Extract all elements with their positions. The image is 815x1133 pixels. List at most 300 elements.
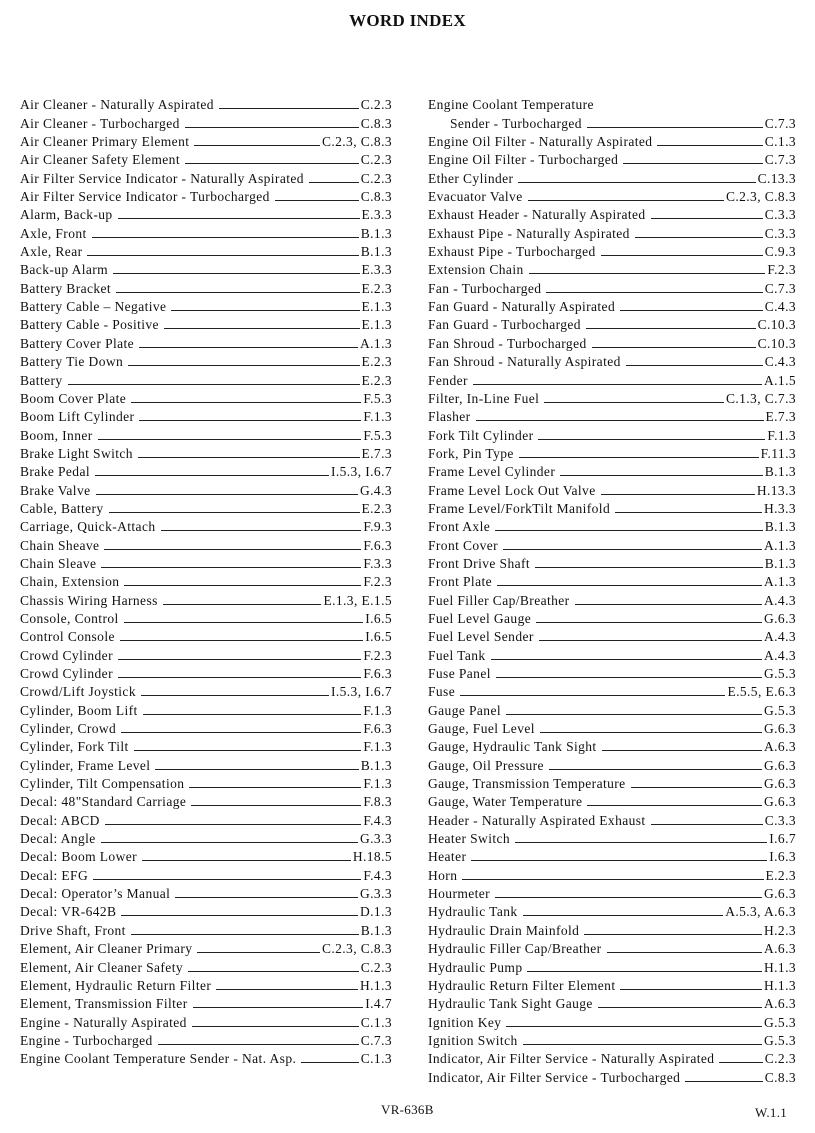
index-term: Hydraulic Return Filter Element [428,977,616,993]
index-term: Console, Control [20,610,119,626]
page-reference: C.1.3, C.7.3 [725,390,796,406]
leader-line [124,622,364,623]
index-entry [428,627,796,645]
leader-line [497,585,762,586]
index-entry [428,333,796,351]
leader-line [503,549,762,550]
page-reference: B.1.3 [764,555,796,571]
index-entry [20,554,392,572]
index-term: Fuse [428,684,456,700]
index-entry [428,590,796,608]
page-title: WORD INDEX [349,11,466,30]
leader-line [528,200,724,201]
index-term: Battery Tie Down [20,354,124,370]
index-term: Cylinder, Tilt Compensation [20,776,185,792]
index-entry [428,664,796,682]
index-entry [428,352,796,370]
page-reference: C.10.3 [757,317,796,333]
index-entry [428,462,796,480]
page-reference: C.7.3 [764,152,796,168]
leader-line [575,604,762,605]
leader-line [462,879,763,880]
page-reference: B.1.3 [360,757,392,773]
leader-line [657,145,762,146]
index-term: Filter, In-Line Fuel [428,390,540,406]
index-term: Decal: ABCD [20,812,100,828]
page-reference: D.1.3 [360,904,392,920]
page-reference: B.1.3 [360,922,392,938]
index-term: Frame Level Lock Out Valve [428,482,596,498]
page-reference: E.2.3 [361,354,392,370]
index-term: Gauge, Fuel Level [428,721,535,737]
index-entry [20,884,392,902]
index-entry [428,810,796,828]
index-term: Air Cleaner - Naturally Aspirated [20,97,214,113]
index-term: Battery Cover Plate [20,335,135,351]
leader-line [523,1044,762,1045]
leader-line [216,989,358,990]
page-reference: G.3.3 [360,886,392,902]
page-reference: A.6.3 [764,996,796,1012]
page-reference: B.1.3 [764,519,796,535]
page-reference: H.1.3 [764,959,796,975]
page-reference: G.6.3 [764,886,796,902]
index-entry [428,278,796,296]
page-reference: F.8.3 [363,794,392,810]
page-reference: C.10.3 [757,335,796,351]
page-reference: E.2.3 [361,500,392,516]
index-entry [428,700,796,718]
page-reference: A.4.3 [764,629,796,645]
page-reference: C.8.3 [764,1069,796,1085]
index-entry [20,957,392,975]
index-term: Carriage, Quick-Attach [20,519,156,535]
page-reference: B.1.3 [360,244,392,260]
index-term: Fan - Turbocharged [428,280,542,296]
index-entry [20,132,392,150]
leader-line [626,365,763,366]
page-reference: F.1.3 [363,739,392,755]
index-entry [20,444,392,462]
page-reference: E.3.3 [361,262,392,278]
index-term: Flasher [428,409,471,425]
index-entry [428,297,796,315]
index-term: Engine Coolant Temperature [428,97,594,113]
index-entry [20,480,392,498]
index-entry [428,242,796,260]
page-reference: C.2.3 [360,170,392,186]
page-reference: E.1.3 [361,317,392,333]
index-entry [428,499,796,517]
index-term: Fuel Level Sender [428,629,534,645]
index-entry [428,535,796,553]
index-term: Air Cleaner Safety Element [20,152,180,168]
index-entry [20,333,392,351]
index-term: Engine - Naturally Aspirated [20,1014,187,1030]
index-term: Crowd Cylinder [20,647,113,663]
index-entry [428,737,796,755]
page-reference: F.2.3 [363,574,392,590]
index-entry [20,1031,392,1049]
index-term: Heater [428,849,467,865]
index-entry [20,902,392,920]
leader-line [92,237,359,238]
leader-line [139,347,358,348]
page-reference: H.18.5 [352,849,392,865]
index-entry [428,260,796,278]
index-term: Boom, Inner [20,427,93,443]
page-reference: I.4.7 [365,996,392,1012]
leader-line [560,475,763,476]
page-reference: E.1.3, E.1.5 [323,592,392,608]
leader-line [607,952,762,953]
page-reference: C.2.3 [764,1051,796,1067]
index-term: Hydraulic Drain Mainfold [428,922,580,938]
index-term: Fan Shroud - Turbocharged [428,335,587,351]
index-term: Hourmeter [428,886,491,902]
leader-line [118,659,361,660]
page-reference: G.5.3 [764,666,796,681]
page-reference: F.4.3 [363,812,392,828]
leader-line [161,530,362,531]
index-entry [428,315,796,333]
page-reference: C.3.3 [764,207,796,223]
index-entry [428,168,796,186]
leader-line [96,494,358,495]
index-term: Fuse Panel [428,666,491,681]
page-reference: C.2.3 [360,97,392,113]
index-entry [20,609,392,627]
leader-line [142,860,351,861]
index-term: Brake Pedal [20,464,91,480]
leader-line [587,805,762,806]
index-entry [428,223,796,241]
index-term: Engine - Turbocharged [20,1032,153,1048]
index-entry [20,352,392,370]
leader-line [219,108,359,109]
page-reference: E.2.3 [765,867,796,883]
leader-line [529,273,766,274]
leader-line [491,659,762,660]
leader-line [539,640,762,641]
leader-line [141,695,329,696]
page-reference: C.4.3 [764,354,796,370]
index-term: Brake Light Switch [20,445,133,461]
index-term: Element, Air Cleaner Safety [20,959,183,975]
index-term: Chassis Wiring Harness [20,592,158,608]
index-entry [428,645,796,663]
index-term: Horn [428,867,458,883]
index-entry [20,847,392,865]
page-reference: A.1.5 [764,372,796,388]
leader-line [98,439,362,440]
leader-line [602,750,762,751]
index-term: Heater Switch [428,831,511,847]
index-term: Exhaust Pipe - Naturally Aspirated [428,225,630,241]
index-term: Air Filter Service Indicator - Turbocharged [20,189,270,205]
index-term: Back-up Alarm [20,262,109,278]
index-entry [20,187,392,205]
page-reference: F.6.3 [363,721,392,737]
index-entry [428,976,796,994]
leader-line [651,824,763,825]
index-term: Frame Level/ForkTilt Manifold [428,500,611,516]
leader-line [549,769,762,770]
leader-line [631,787,762,788]
leader-line [95,475,329,476]
leader-line [93,879,361,880]
index-entry [20,150,392,168]
index-entry [20,829,392,847]
index-term: Front Plate [428,574,493,590]
index-entry [20,590,392,608]
leader-line [194,145,320,146]
page-reference: C.2.3 [360,959,392,975]
index-entry [20,462,392,480]
page-reference: F.5.3 [363,390,392,406]
leader-line [120,640,363,641]
index-term: Element, Transmission Filter [20,996,188,1012]
document-code: VR-636B [381,1102,434,1117]
leader-line [185,163,359,164]
index-term: Header - Naturally Aspirated Exhaust [428,812,646,828]
page-reference: E.7.3 [361,445,392,461]
page-reference: A.6.3 [764,739,796,755]
index-entry [20,627,392,645]
page-reference: B.1.3 [360,225,392,241]
leader-line [143,714,362,715]
leader-line [584,934,762,935]
page-reference: C.2.3, C.8.3 [725,189,796,205]
index-entry [428,957,796,975]
page-reference: F.1.3 [767,427,796,443]
leader-line [118,677,361,678]
index-term: Axle, Rear [20,244,83,260]
page-reference: F.11.3 [760,445,796,461]
index-entry [20,737,392,755]
index-term: Cylinder, Frame Level [20,757,151,773]
index-entry [20,315,392,333]
leader-line [586,328,756,329]
index-term: Front Cover [428,537,499,553]
index-term: Chain, Extension [20,574,120,590]
leader-line [535,567,763,568]
index-term: Ignition Switch [428,1032,518,1048]
page-reference: G.6.3 [764,794,796,810]
leader-line [523,915,724,916]
leader-line [193,1007,364,1008]
index-term: Decal: Boom Lower [20,849,138,865]
leader-line [623,163,762,164]
leader-line [515,842,767,843]
index-term: Air Cleaner - Turbocharged [20,115,180,131]
index-term: Exhaust Pipe - Turbocharged [428,244,596,260]
leader-line [506,1026,762,1027]
index-entry [20,223,392,241]
page-reference: H.13.3 [756,482,796,498]
page-reference: I.5.3, I.6.7 [330,684,392,700]
index-term: Chain Sheave [20,537,100,553]
index-entry [428,425,796,443]
index-entry [428,517,796,535]
page-reference: F.3.3 [363,555,392,571]
leader-line [171,310,359,311]
index-column-right [428,95,796,1086]
index-entry [20,260,392,278]
index-term: Fender [428,372,468,388]
index-term: Decal: Angle [20,831,96,847]
page-reference: G.4.3 [360,482,392,498]
index-entry [20,425,392,443]
index-entry [20,976,392,994]
leader-line [116,292,359,293]
index-term: Hydraulic Tank Sight Gauge [428,996,593,1012]
leader-line [460,695,725,696]
leader-line [189,787,361,788]
page-reference: H.1.3 [764,977,796,993]
page-reference: C.2.3, C.8.3 [321,134,392,150]
page-reference: C.2.3 [360,152,392,168]
page-reference: F.6.3 [363,666,392,681]
page-reference: H.3.3 [764,500,796,516]
index-term: Decal: VR-642B [20,904,117,920]
index-entry [20,1012,392,1030]
index-entry [428,480,796,498]
index-entry [428,609,796,627]
index-entry [428,847,796,865]
index-term: Crowd Cylinder [20,666,113,681]
index-entry [428,572,796,590]
index-term: Fan Guard - Naturally Aspirated [428,299,616,315]
leader-line [124,585,361,586]
index-term: Boom Lift Cylinder [20,409,135,425]
leader-line [536,622,762,623]
index-term: Fuel Level Gauge [428,610,532,626]
index-entry [20,774,392,792]
leader-line [68,384,360,385]
page-reference: F.9.3 [363,519,392,535]
page-reference: G.6.3 [764,776,796,792]
index-term: Indicator, Air Filter Service - Turbocharged [428,1069,681,1085]
index-entry [20,572,392,590]
index-entry [20,242,392,260]
index-term: Indicator, Air Filter Service - Naturally Aspirated [428,1051,715,1067]
page-reference: G.3.3 [360,831,392,847]
page-reference: C.8.3 [360,189,392,205]
index-entry [428,95,796,113]
index-term: Battery Bracket [20,280,112,296]
leader-line [301,1062,358,1063]
leader-line [121,915,358,916]
index-entry [20,205,392,223]
index-term: Gauge, Oil Pressure [428,757,544,773]
page-reference: H.2.3 [764,922,796,938]
leader-line [138,457,360,458]
page-reference: F.4.3 [363,867,392,883]
index-term: Gauge, Water Temperature [428,794,583,810]
index-entry [428,939,796,957]
page-reference: C.1.3 [360,1014,392,1030]
page-reference: I.6.5 [365,629,392,645]
index-entry [428,407,796,425]
page-reference: H.1.3 [360,977,392,993]
leader-line [587,127,763,128]
index-entry [428,132,796,150]
index-entry [428,554,796,572]
index-entry [20,865,392,883]
leader-line [615,512,762,513]
leader-line [495,530,763,531]
index-entry [20,810,392,828]
leader-line [309,182,359,183]
page-reference: E.1.3 [361,299,392,315]
index-term: Engine Oil Filter - Turbocharged [428,152,619,168]
index-entry [20,645,392,663]
index-term: Battery [20,372,63,388]
index-entry [428,865,796,883]
index-term: Fuel Tank [428,647,486,663]
leader-line [476,420,764,421]
index-term: Extension Chain [428,262,524,278]
index-entry [428,884,796,902]
page-reference: G.5.3 [764,1032,796,1048]
index-entry [20,664,392,682]
leader-line [164,328,360,329]
index-term: Air Filter Service Indicator - Naturally Aspirated [20,170,304,186]
index-entry [20,994,392,1012]
index-term: Axle, Front [20,225,87,241]
leader-line [601,494,755,495]
leader-line [519,457,759,458]
index-term: Gauge Panel [428,702,502,718]
leader-line [635,237,763,238]
index-entry [428,1031,796,1049]
leader-line [538,439,765,440]
index-entry [428,1012,796,1030]
page-reference: F.2.3 [363,647,392,663]
index-entry [428,370,796,388]
page-reference: C.3.3 [764,812,796,828]
index-entry [428,113,796,131]
index-term: Ether Cylinder [428,170,514,186]
page-reference: C.7.3 [764,280,796,296]
leader-line [651,218,763,219]
page-reference: A.4.3 [764,647,796,663]
leader-line [128,365,359,366]
leader-line [527,971,762,972]
leader-line [620,310,763,311]
page-reference: A.1.3 [764,537,796,553]
page-reference: E.2.3 [361,372,392,388]
index-entry [20,755,392,773]
index-entry [20,792,392,810]
index-entry [20,682,392,700]
index-entry [20,407,392,425]
index-term: Hydraulic Tank [428,904,518,920]
page-reference: C.3.3 [764,225,796,241]
index-entry [20,278,392,296]
index-entry [20,920,392,938]
page-reference: C.4.3 [764,299,796,315]
leader-line [121,732,361,733]
page-reference: F.1.3 [363,776,392,792]
index-entry [20,113,392,131]
index-entry [428,792,796,810]
leader-line [496,677,762,678]
page-reference: G.5.3 [764,702,796,718]
index-term: Chain Sleave [20,555,97,571]
index-entry [428,719,796,737]
